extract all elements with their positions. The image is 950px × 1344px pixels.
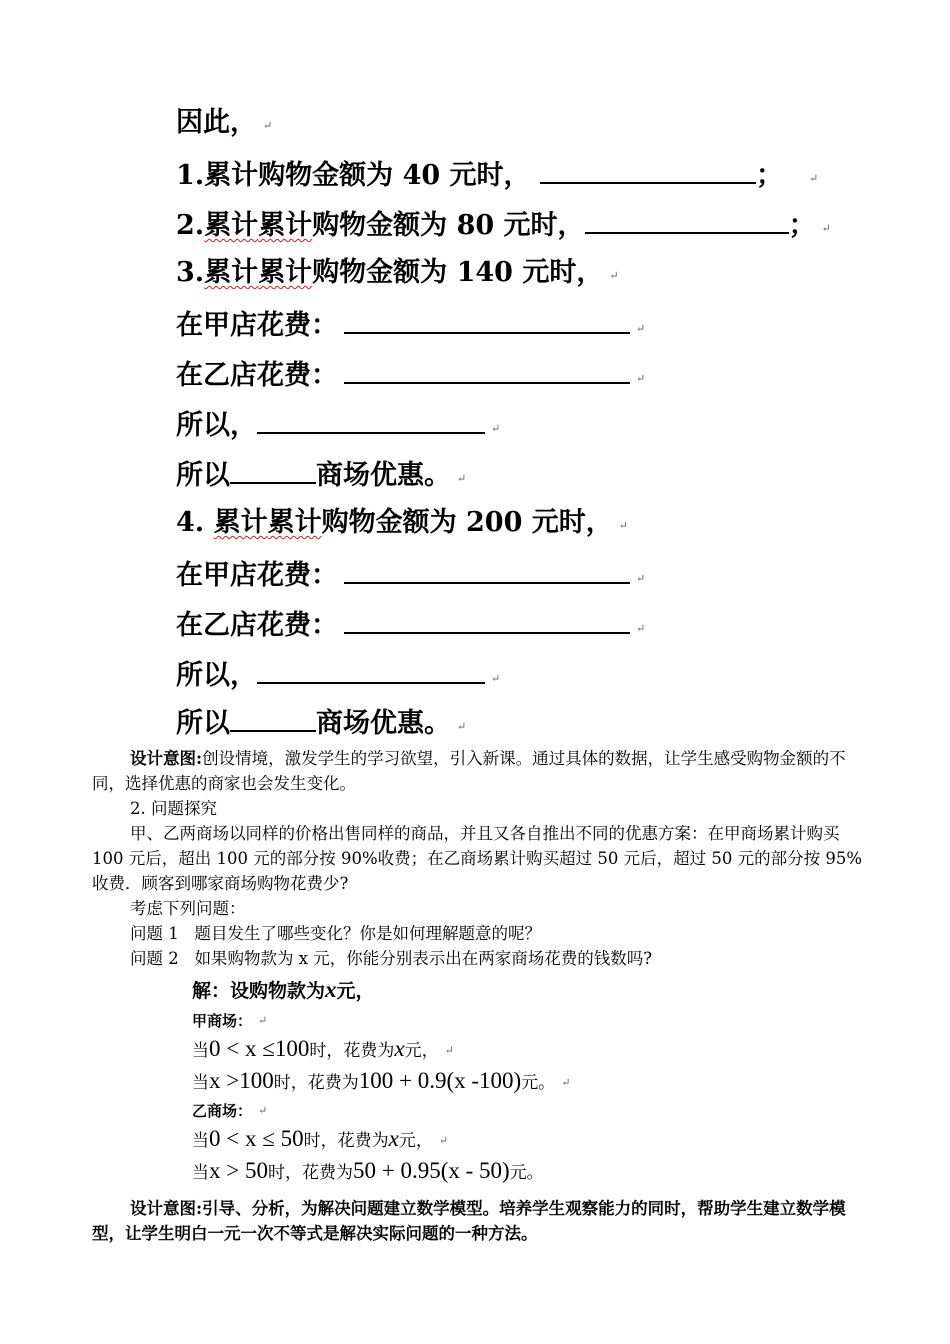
item-4-so-blank[interactable] xyxy=(257,656,485,684)
design-intent-text: 创设情境，激发学生的学习欲望，引入新课。通过具体的数据，让学生感受购物金额的不同，选择优惠的商家也会发生变化。 xyxy=(92,749,846,793)
jia-mall-label: 甲商场： ↵ xyxy=(192,1012,268,1030)
jia-condition-1: 0 < x ≤100 xyxy=(209,1036,310,1061)
paragraph-mark-icon: ↵ xyxy=(609,269,619,282)
item-4-jia-line xyxy=(176,556,645,596)
so-label: 所以， xyxy=(176,410,257,441)
paragraph-mark-icon: ↵ xyxy=(636,572,646,585)
design-intent-2 xyxy=(92,1196,872,1246)
design-intent-label: 设计意图: xyxy=(130,1199,203,1218)
item-4-line xyxy=(176,506,628,543)
paragraph-mark-icon: ↵ xyxy=(444,1044,454,1057)
solution-var: x xyxy=(325,977,337,1002)
so-label: 所以， xyxy=(176,660,257,691)
jia-formula-2: 100 + 0.9(x -100) xyxy=(358,1068,522,1093)
paragraph-mark-icon: ↵ xyxy=(258,1104,268,1117)
item-1-semicolon: ； xyxy=(755,160,783,191)
item-3-text: 购物金额为 140 元时， xyxy=(312,257,604,288)
item-2-semicolon: ； xyxy=(788,210,816,241)
question-2 xyxy=(92,946,872,971)
item-4-yi-blank[interactable] xyxy=(344,606,630,634)
problem-statement: 甲、乙两商场以同样的价格出售同样的商品，并且又各自推出不同的优惠方案：在甲商场累计购买 100 元后，超出 100 元的部分按 90%收费；在乙商场累计购买超过 50 元后，超过 50 元的部分按 95%收费．顾客到哪家商场购物花费少? xyxy=(92,824,863,893)
item-4-mall-line xyxy=(176,704,466,744)
item-3-cumulative-2: 累计 xyxy=(258,257,313,288)
mall-discount-text: 商场优惠。 xyxy=(316,708,451,739)
mall-discount-text: 商场优惠。 xyxy=(316,460,451,491)
paragraph-mark-icon: ↵ xyxy=(457,720,467,733)
item-1-cumulative: 累计 xyxy=(204,160,259,191)
paragraph-mark-icon: ↵ xyxy=(618,519,628,532)
yi-formula-2: 50 + 0.95(x - 50) xyxy=(352,1158,510,1183)
so-prefix: 所以 xyxy=(176,460,230,491)
item-4-yi-line xyxy=(176,606,645,646)
paragraph-mark-icon: ↵ xyxy=(491,672,501,685)
item-3-yi-line xyxy=(176,356,645,396)
item-2-line xyxy=(176,206,831,246)
paragraph-mark-icon: ↵ xyxy=(636,622,646,635)
question-2-text: 如果购物款为 x 元，你能分别表示出在两家商场花费的钱数吗? xyxy=(194,949,653,968)
question-1-label: 问题 1 xyxy=(130,924,179,943)
item-1-answer-blank[interactable] xyxy=(540,156,756,184)
paragraph-mark-icon: ↵ xyxy=(263,119,273,132)
solution-intro xyxy=(192,976,375,1003)
item-4-text: 购物金额为 200 元时， xyxy=(321,507,613,538)
item-2-cumulative-2: 累计 xyxy=(258,210,313,241)
therefore-text: 因此， xyxy=(176,107,257,138)
item-4-cumulative-2: 累计 xyxy=(267,507,322,538)
paragraph-mark-icon: ↵ xyxy=(636,322,646,335)
jia-case-2: 当x >100时，花费为100 + 0.9(x -100)元。 ↵ xyxy=(192,1068,571,1093)
paragraph-mark-icon: ↵ xyxy=(821,222,831,235)
item-3-yi-blank[interactable] xyxy=(344,356,630,384)
therefore-line xyxy=(176,106,272,143)
yi-cost-label: 在乙店花费： xyxy=(176,610,338,641)
paragraph-mark-icon: ↵ xyxy=(636,372,646,385)
item-1-number: 1. xyxy=(176,160,205,191)
jia-cost-label: 在甲店花费： xyxy=(176,310,338,341)
item-3-jia-blank[interactable] xyxy=(344,306,630,334)
item-4-jia-blank[interactable] xyxy=(344,556,630,584)
item-3-so-blank[interactable] xyxy=(257,406,485,434)
question-2-label: 问题 2 xyxy=(130,949,179,968)
question-1-text: 题目发生了哪些变化？你是如何理解题意的呢？ xyxy=(194,924,541,943)
yi-condition-2: x > 50 xyxy=(209,1158,268,1183)
item-4-mall-blank[interactable] xyxy=(230,704,316,732)
design-intent-text: 引导、分析，为解决问题建立数学模型。培养学生观察能力的同时，帮助学生建立数学模型，让学生明白一元一次不等式是解决实际问题的一种方法。 xyxy=(92,1199,846,1243)
yi-cost-label: 在乙店花费： xyxy=(176,360,338,391)
jia-condition-2: x >100 xyxy=(209,1068,274,1093)
paragraph-mark-icon: ↵ xyxy=(491,422,501,435)
item-3-so-line xyxy=(176,406,500,446)
item-2-cumulative-1: 累计 xyxy=(204,210,259,241)
jia-cost-label: 在甲店花费： xyxy=(176,560,338,591)
item-1-text: 购物金额为 40 元时， xyxy=(258,160,531,191)
item-3-mall-blank[interactable] xyxy=(230,456,316,484)
item-3-line xyxy=(176,256,619,293)
question-1 xyxy=(92,921,872,946)
design-intent-label: 设计意图: xyxy=(130,749,203,768)
item-3-number: 3. xyxy=(176,257,205,288)
paragraph-mark-icon: ↵ xyxy=(457,472,467,485)
yi-condition-1: 0 < x ≤ 50 xyxy=(209,1126,304,1151)
design-intent-1 xyxy=(92,746,872,796)
solution-yuan: 元， xyxy=(336,980,375,1002)
paragraph-mark-icon: ↵ xyxy=(438,1134,449,1147)
consider-text: 考虑下列问题： xyxy=(130,899,246,918)
section-2-title: 2. 问题探究 xyxy=(130,799,217,818)
so-prefix: 所以 xyxy=(176,708,230,739)
item-4-cumulative-1: 累计 xyxy=(213,507,268,538)
solution-intro-text: 解：设购物款为 xyxy=(192,980,326,1002)
yi-case-2: 当x > 50时，花费为50 + 0.95(x - 50)元。 xyxy=(192,1158,544,1183)
item-3-mall-line xyxy=(176,456,466,496)
paragraph-mark-icon: ↵ xyxy=(561,1076,571,1089)
paragraph-mark-icon: ↵ xyxy=(258,1014,268,1027)
item-2-number: 2. xyxy=(176,210,205,241)
paragraph-mark-icon: ↵ xyxy=(808,172,819,185)
jia-case-1: 当0 < x ≤100时，花费为x元， ↵ xyxy=(192,1036,454,1061)
item-4-so-line xyxy=(176,656,500,696)
item-3-cumulative-1: 累计 xyxy=(204,257,259,288)
item-2-answer-blank[interactable] xyxy=(585,206,789,234)
yi-case-1: 当0 < x ≤ 50时，花费为x元， ↵ xyxy=(192,1126,449,1151)
item-4-number: 4. xyxy=(176,507,214,538)
item-1-line xyxy=(176,156,818,196)
yi-mall-label: 乙商场： ↵ xyxy=(192,1102,268,1120)
item-3-jia-line xyxy=(176,306,645,346)
item-2-text: 购物金额为 80 元时， xyxy=(312,210,585,241)
